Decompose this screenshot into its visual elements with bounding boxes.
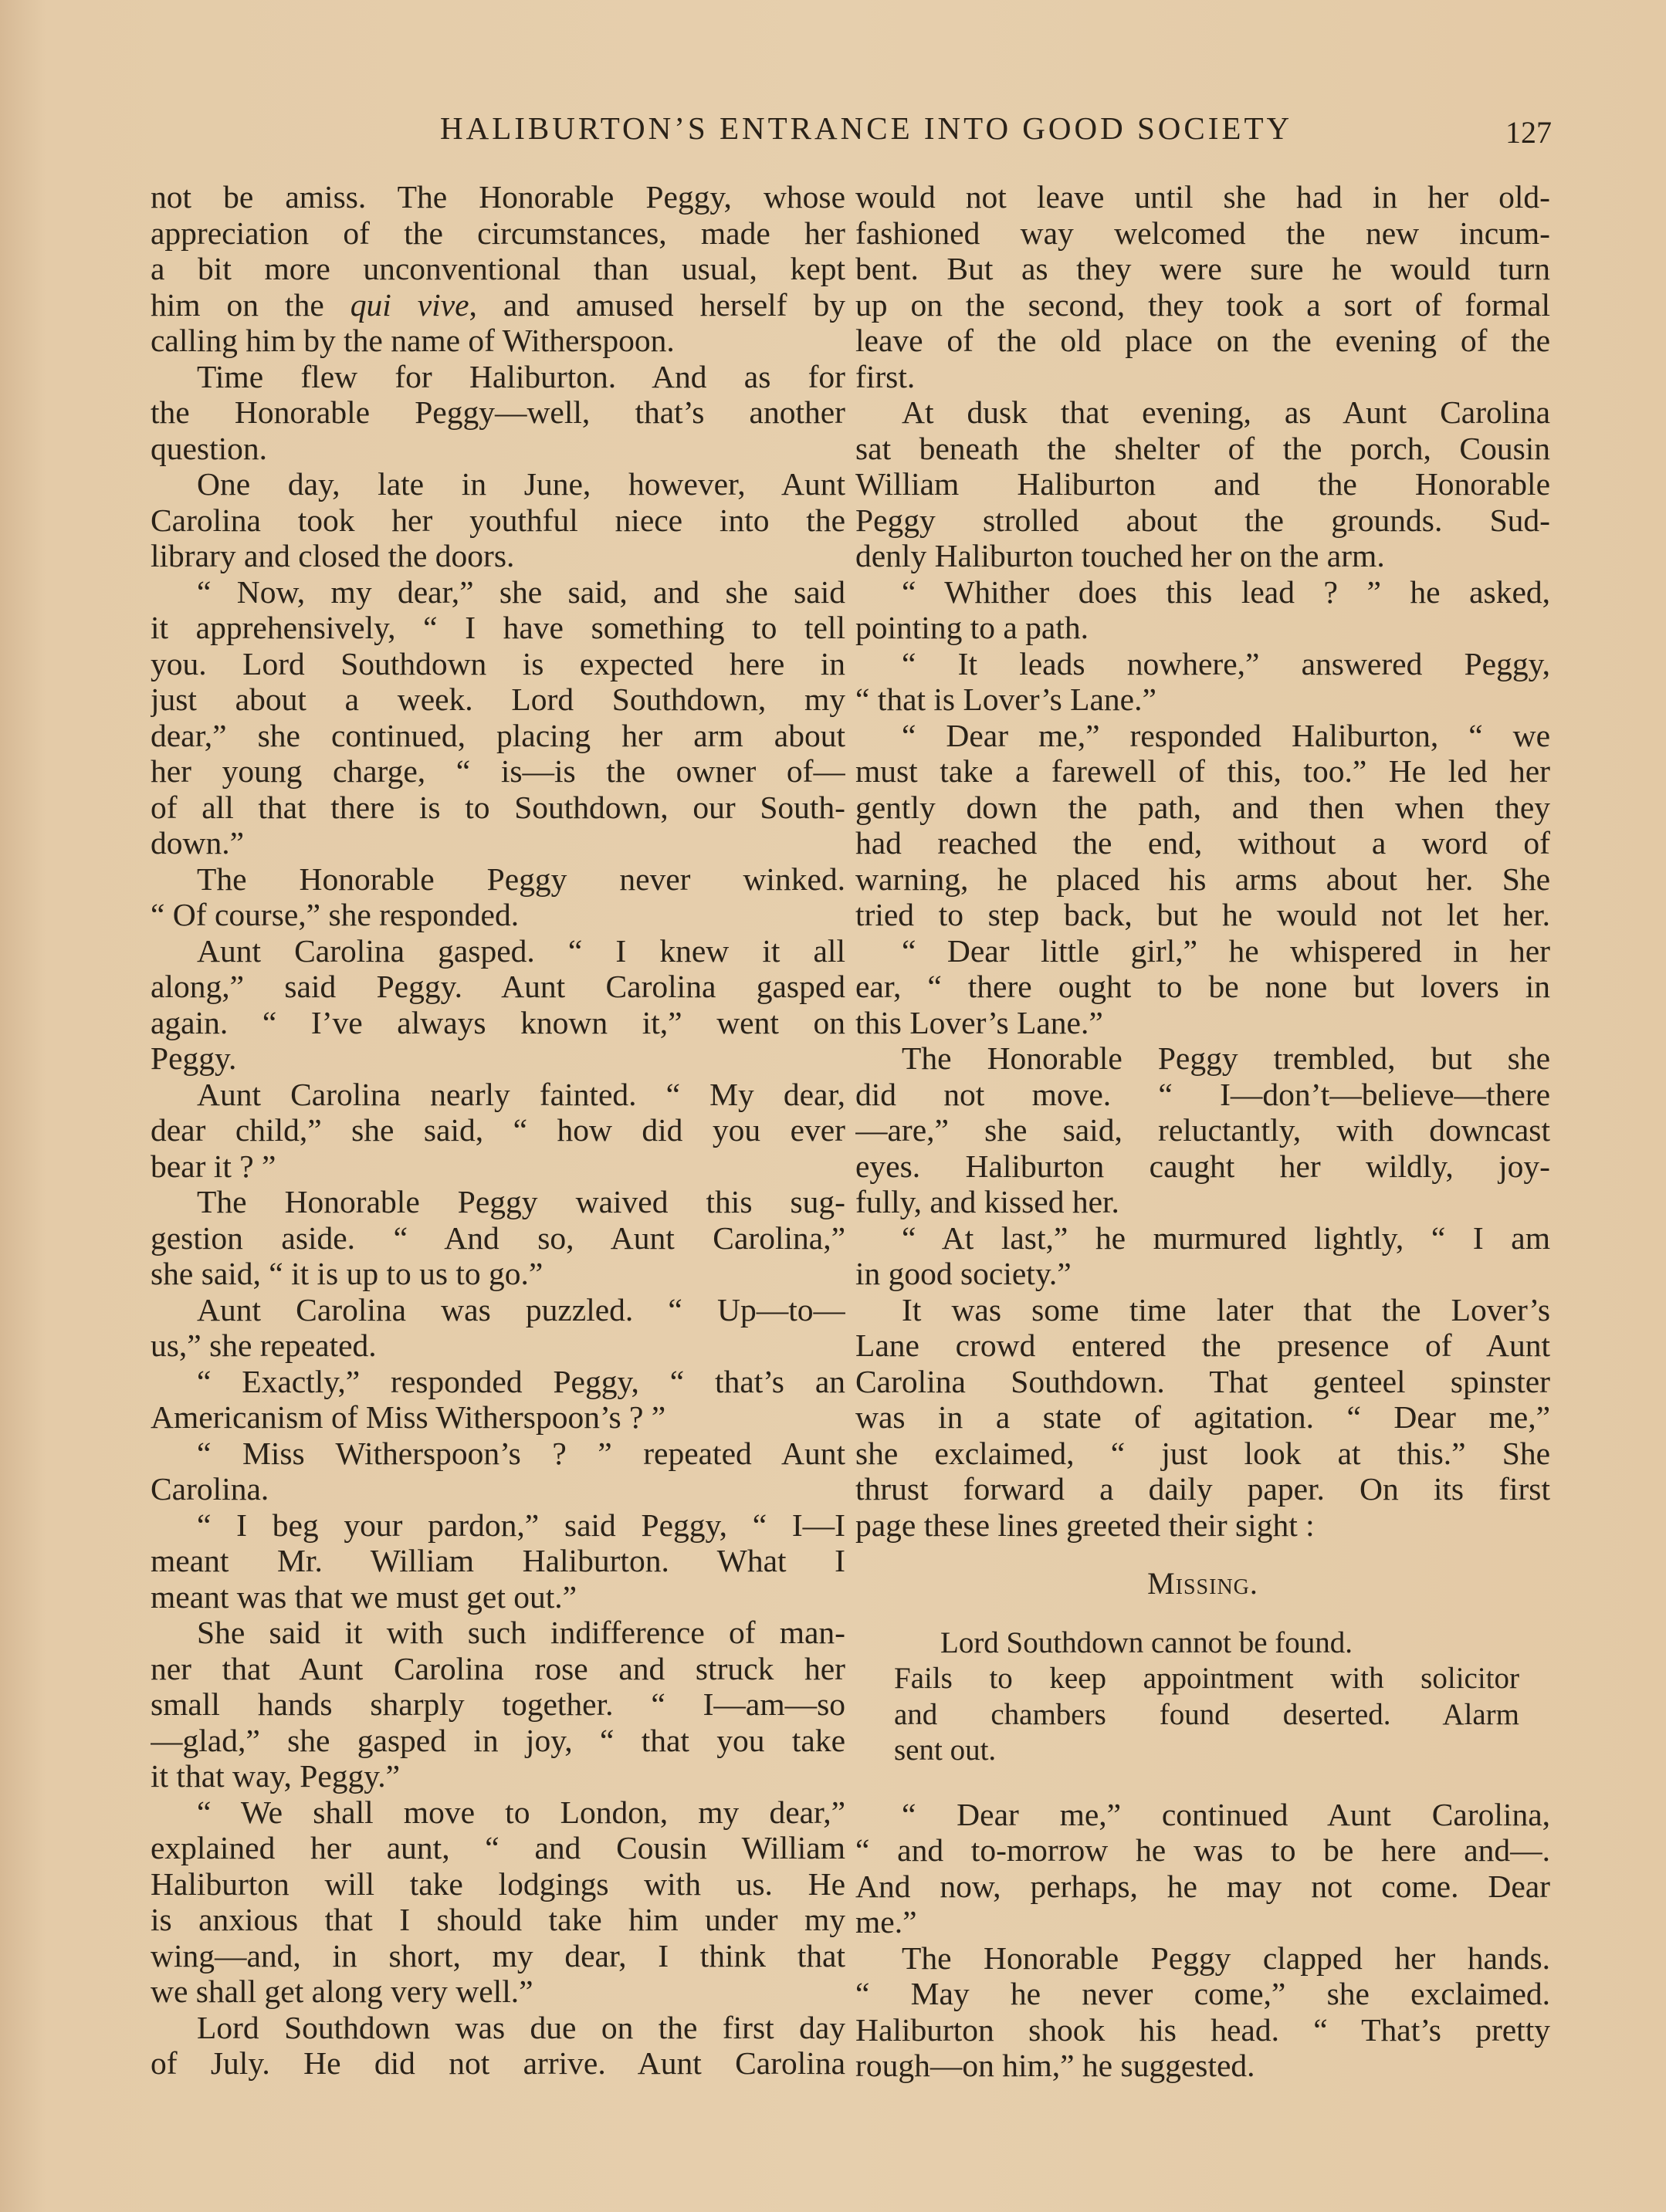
text-line: fashioned way welcomed the new incum-	[855, 215, 1550, 251]
text-line: The Honorable Peggy never winked.	[197, 861, 845, 897]
text-line: Aunt Carolina nearly fainted. “ My dear,	[197, 1076, 845, 1112]
right-column-top	[855, 179, 1550, 1543]
text-line: of all that there is to Southdown, our South-	[151, 789, 845, 825]
text-line: leave of the old place on the evening of the	[855, 323, 1550, 358]
text-line: dear child,” she said, “ how did you ever	[151, 1112, 845, 1148]
text-line: and chambers found deserted. Alarm	[894, 1697, 1519, 1731]
text-line: page these lines greeted their sight :	[855, 1507, 1315, 1543]
text-line: she said, “ it is up to us to go.”	[151, 1256, 543, 1291]
text-line: library and closed the doors.	[151, 538, 515, 573]
text-line: And now, perhaps, he may not come. Dear	[855, 1868, 1550, 1904]
text-line: would not leave until she had in her old-	[855, 179, 1550, 215]
text-line: is anxious that I should take him under my	[151, 1902, 845, 1937]
text-line: The Honorable Peggy waived this sug-	[197, 1184, 845, 1219]
text-line: had reached the end, without a word of	[855, 825, 1550, 861]
text-line: rough—on him,” he suggested.	[855, 2048, 1255, 2083]
text-line: “ Exactly,” responded Peggy, “ that’s an	[197, 1363, 845, 1399]
text-line: ear, “ there ought to be none but lovers in	[855, 969, 1550, 1004]
text-line: “ that is Lover’s Lane.”	[855, 682, 1156, 717]
text-line: of July. He did not arrive. Aunt Carolina	[151, 2045, 845, 2081]
text-line: Americanism of Miss Witherspoon’s ? ”	[151, 1399, 666, 1435]
text-line: Carolina Southdown. That genteel spinster	[855, 1363, 1550, 1399]
text-line: Lane crowd entered the presence of Aunt	[855, 1328, 1550, 1363]
text-line: small hands sharply together. “ I—am—so	[151, 1686, 845, 1722]
text-line: Time flew for Haliburton. And as for	[197, 358, 845, 394]
text-line: Haliburton will take lodgings with us. He	[151, 1865, 845, 1902]
missing-notice	[855, 1625, 1550, 1769]
text-line: meant Mr. William Haliburton. What I	[151, 1543, 845, 1578]
spacer	[855, 1769, 1550, 1797]
text-line: “ Miss Witherspoon’s ? ” repeated Aunt	[197, 1435, 845, 1471]
text-line: Peggy.	[151, 1040, 237, 1076]
text-line: Aunt Carolina was puzzled. “ Up—to—	[197, 1291, 845, 1328]
right-column	[855, 179, 1550, 2084]
text-line: was in a state of agitation. “ Dear me,”	[855, 1399, 1550, 1435]
text-line: “ We shall move to London, my dear,”	[197, 1794, 845, 1830]
text-line: It was some time later that the Lover’s	[902, 1291, 1550, 1328]
text-line: “ Of course,” she responded.	[151, 897, 520, 932]
text-line: appreciation of the circumstances, made her	[151, 215, 845, 251]
text-line: One day, late in June, however, Aunt	[197, 466, 845, 502]
text-line: She said it with such indifference of man-	[197, 1615, 845, 1650]
text-line: Fails to keep appointment with solicitor	[894, 1662, 1519, 1695]
text-line: bear it ? ”	[151, 1148, 276, 1184]
text-line: a bit more unconventional than usual, kept	[151, 251, 845, 286]
text-line: dear,” she continued, placing her arm about	[151, 717, 845, 753]
text-line: gently down the path, and then when they	[855, 789, 1550, 825]
text-line: William Haliburton and the Honorable	[855, 466, 1550, 502]
text-line: “ and to-morrow he was to be here and—.	[855, 1832, 1550, 1868]
text-line: him on the qui vive, and amused herself by	[151, 286, 845, 323]
text-line: “ May he never come,” she exclaimed.	[855, 1976, 1550, 2011]
text-line: denly Haliburton touched her on the arm.	[855, 538, 1385, 573]
text-line: “ Dear little girl,” he whispered in her	[902, 932, 1550, 969]
text-line: just about a week. Lord Southdown, my	[151, 682, 845, 717]
text-line: the Honorable Peggy—well, that’s another	[151, 394, 845, 430]
text-line: The Honorable Peggy trembled, but she	[902, 1040, 1550, 1076]
text-line: down.”	[151, 825, 245, 861]
text-line: Lord Southdown was due on the first day	[197, 2009, 845, 2045]
text-line: meant was that we must get out.”	[151, 1578, 577, 1615]
text-line: “ Whither does this lead ? ” he asked,	[902, 573, 1550, 610]
text-line: “ I beg your pardon,” said Peggy, “ I—I	[197, 1507, 845, 1543]
missing-heading: Missing.	[1147, 1566, 1258, 1601]
text-line: must take a farewell of this, too.” He led her	[855, 753, 1550, 789]
page-number: 127	[1505, 115, 1552, 150]
text-line: fully, and kissed her.	[855, 1184, 1119, 1219]
text-line: wing—and, in short, my dear, I think that	[151, 1937, 845, 1974]
text-line: explained her aunt, “ and Cousin William	[151, 1830, 845, 1865]
text-line: “ Dear me,” continued Aunt Carolina,	[902, 1796, 1550, 1832]
text-line: ner that Aunt Carolina rose and struck her	[151, 1650, 845, 1686]
text-line: “ It leads nowhere,” answered Peggy,	[902, 645, 1550, 682]
text-line: “ Now, my dear,” she said, and she said	[197, 573, 845, 610]
text-line: us,” she repeated.	[151, 1328, 377, 1363]
text-line: tried to step back, but he would not let her.	[855, 897, 1550, 932]
right-column-bottom	[855, 1797, 1550, 2084]
text-line: first.	[855, 358, 916, 394]
text-line: Aunt Carolina gasped. “ I knew it all	[197, 932, 845, 969]
text-line: Lord Southdown cannot be found.	[940, 1625, 1353, 1659]
text-line: Peggy strolled about the grounds. Sud-	[855, 502, 1550, 538]
text-line: it apprehensively, “ I have something to tell	[151, 610, 845, 645]
text-line: calling him by the name of Witherspoon.	[151, 323, 675, 358]
left-column	[151, 179, 845, 2082]
text-line: it that way, Peggy.”	[151, 1758, 401, 1794]
text-line: Haliburton shook his head. “ That’s pretty	[855, 2011, 1550, 2048]
text-line: Carolina.	[151, 1471, 269, 1507]
text-line: sat beneath the shelter of the porch, Cousin	[855, 430, 1550, 466]
text-line: The Honorable Peggy clapped her hands.	[902, 1940, 1550, 1976]
text-line: —glad,” she gasped in joy, “ that you take	[151, 1722, 845, 1758]
text-line: her young charge, “ is—is the owner of—	[151, 753, 845, 789]
text-line: you. Lord Southdown is expected here in	[151, 645, 845, 682]
text-line: pointing to a path.	[855, 610, 1089, 645]
text-line: up on the second, they took a sort of formal	[855, 286, 1550, 323]
text-line: question.	[151, 430, 268, 466]
text-line: bent. But as they were sure he would turn	[855, 251, 1550, 286]
text-line: she exclaimed, “ just look at this.” She	[855, 1435, 1550, 1471]
text-line: “ Dear me,” responded Haliburton, “ we	[902, 717, 1550, 753]
text-line: eyes. Haliburton caught her wildly, joy-	[855, 1148, 1550, 1184]
text-line: we shall get along very well.”	[151, 1974, 533, 2009]
text-line: did not move. “ I—don’t—believe—there	[855, 1076, 1550, 1112]
text-line: again. “ I’ve always known it,” went on	[151, 1004, 845, 1040]
text-line: not be amiss. The Honorable Peggy, whose	[151, 179, 845, 215]
text-line: in good society.”	[855, 1256, 1072, 1291]
text-line: “ At last,” he murmured lightly, “ I am	[902, 1219, 1550, 1256]
text-line: along,” said Peggy. Aunt Carolina gasped	[151, 969, 845, 1004]
text-line: sent out.	[894, 1733, 997, 1767]
text-line: thrust forward a daily paper. On its first	[855, 1471, 1550, 1507]
text-line: gestion aside. “ And so, Aunt Carolina,”	[151, 1219, 845, 1256]
text-line: warning, he placed his arms about her. She	[855, 861, 1550, 897]
text-line: At dusk that evening, as Aunt Carolina	[902, 394, 1550, 430]
text-line: Carolina took her youthful niece into the	[151, 502, 845, 538]
text-line: —are,” she said, reluctantly, with downcast	[855, 1112, 1550, 1148]
text-line: this Lover’s Lane.”	[855, 1004, 1103, 1040]
running-head: HALIBURTON’S ENTRANCE INTO GOOD SOCIETY	[440, 110, 1293, 146]
text-line: me.”	[855, 1904, 917, 1940]
